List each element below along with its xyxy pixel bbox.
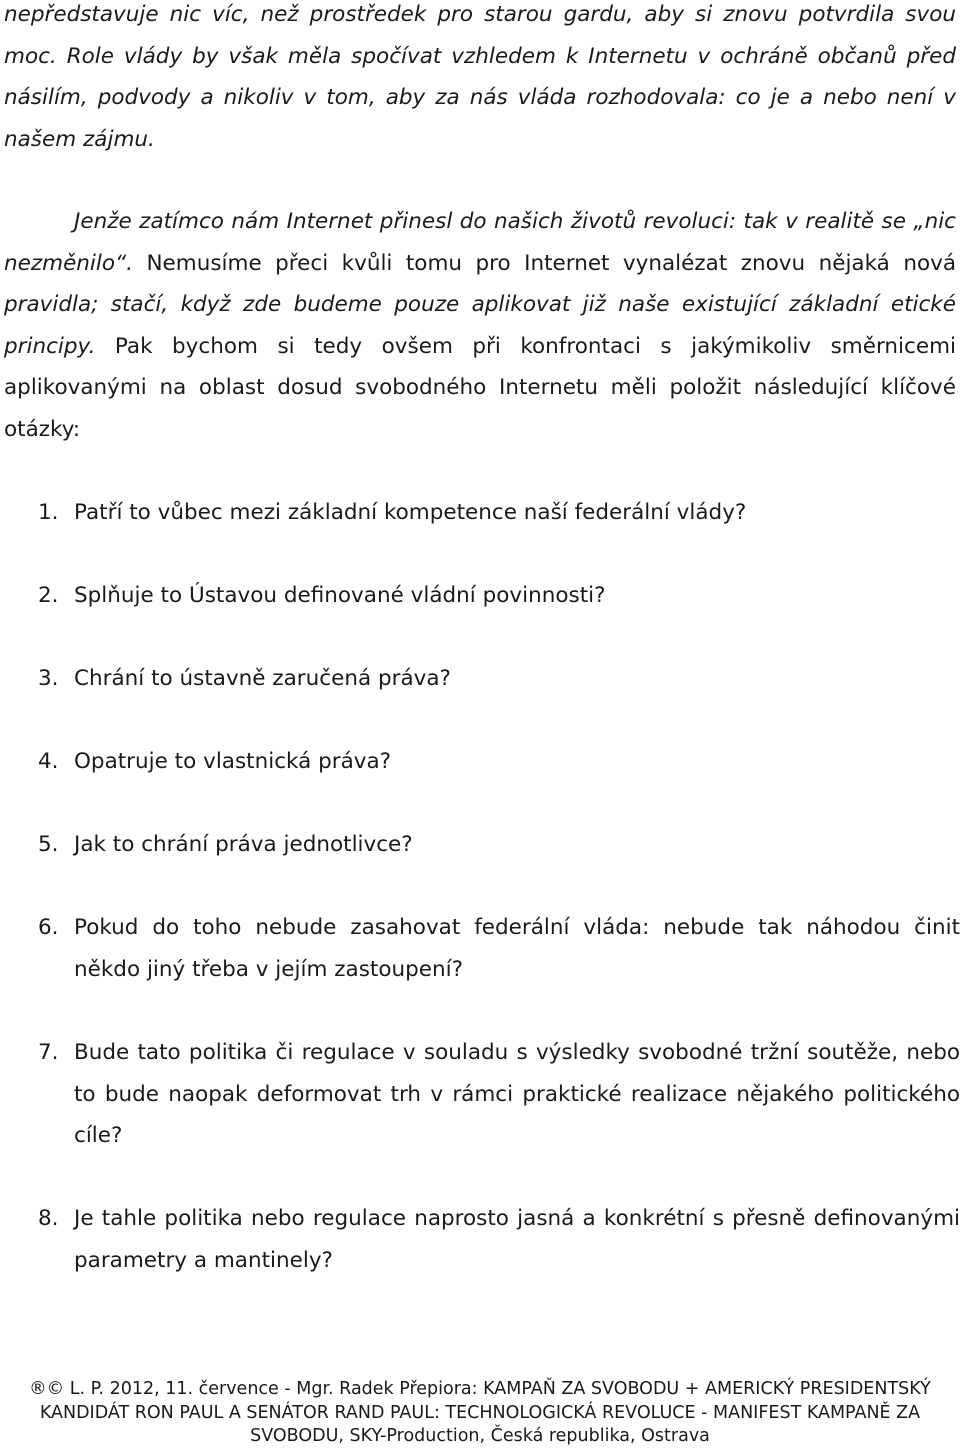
list-item xyxy=(38,575,960,617)
list-item-number: 5. xyxy=(38,832,59,857)
list-item-number: 1. xyxy=(38,500,59,525)
list-item xyxy=(38,1032,960,1157)
body-paragraph: nepředstavuje nic víc, než prostředek pro starou gardu, aby si znovu potvrdila svou moc. Role vlády by však měla spočívat vzhledem k Internetu v ochráně občanů před násilím, podvody a nikoliv v tom, aby za nás vláda rozhodovala: co je a nebo není v našem zájmu. xyxy=(4,2,956,152)
list-item-number: 6. xyxy=(38,915,59,940)
list-item-number: 7. xyxy=(38,1040,59,1065)
page-footer: ®© L. P. 2012, 11. července - Mgr. Radek Přepiora: KAMPAŇ ZA SVOBODU + AMERICKÝ PRESIDENTSKÝ KANDIDÁT RON PAUL A SENÁTOR RAND PAUL: TECHNOLOGICKÁ REVOLUCE - MANIFEST KAMPANĚ ZA SVOBODU, SKY-Production, Česká republika, Ostrava xyxy=(29,1379,931,1446)
list-item xyxy=(38,492,960,534)
list-item xyxy=(38,741,960,783)
list-item-text: Patří to vůbec mezi základní kompetence naší federální vlády? xyxy=(74,500,747,525)
list-item-number: 3. xyxy=(38,666,59,691)
list-item-text: Splňuje to Ústavou definované vládní povinnosti? xyxy=(74,583,606,608)
list-item-number: 8. xyxy=(38,1206,59,1231)
list-item-text: Jak to chrání práva jednotlivce? xyxy=(74,832,413,857)
list-item-text: Chrání to ústavně zaručená práva? xyxy=(74,666,451,691)
paragraph-italic-text: Jenže zatímco nám Internet přinesl do našich životů revoluci: tak v realitě se „nic nezměnilo“. xyxy=(4,209,956,276)
list-item-text: Pokud do toho nebude zasahovat federální vláda: nebude tak náhodou činit někdo jiný třeba v jejím zastoupení? xyxy=(74,915,960,982)
list-item xyxy=(38,658,960,700)
paragraph-italic-text: pravidla; stačí, když zde budeme pouze aplikovat již naše existující základní etické principy. xyxy=(4,292,956,359)
list-item xyxy=(38,907,960,990)
list-item xyxy=(38,824,960,866)
body-paragraph xyxy=(4,201,956,450)
paragraph-roman-text: Pak bychom si tedy ovšem při konfrontaci s jakýmikoliv směrnicemi aplikovanými na oblast dosud svobodného Internetu měli položit následující klíčové otázky: xyxy=(4,333,956,442)
list-item-text: Bude tato politika či regulace v souladu s výsledky svobodné tržní soutěže, nebo to bude naopak deformovat trh v rámci praktické realizace nějakého politického cíle? xyxy=(74,1040,960,1148)
list-item-text: Je tahle politika nebo regulace naprosto jasná a konkrétní s přesně definovanými parametry a mantinely? xyxy=(74,1206,960,1273)
list-item-text: Opatruje to vlastnická práva? xyxy=(74,749,392,774)
list-item-number: 4. xyxy=(38,749,59,774)
list-item-number: 2. xyxy=(38,583,59,608)
paragraph-roman-text: Nemusíme přeci kvůli tomu pro Internet vynalézat znovu nějaká nová xyxy=(133,250,956,276)
list-item xyxy=(38,1198,960,1281)
